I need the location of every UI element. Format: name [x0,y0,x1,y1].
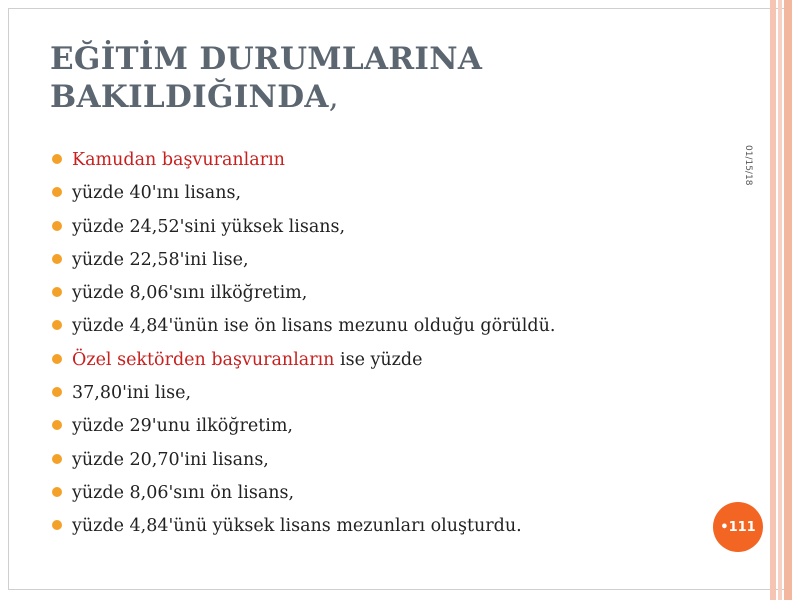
bullet-dot-icon [52,221,62,231]
bullet-text: yüzde 29'unu ilköğretim, [72,416,293,437]
bullet-dot-icon [52,287,62,297]
bullet-text: yüzde 8,06'sını ön lisans, [72,482,295,503]
bullet-highlight: Özel sektörden başvuranların [72,349,335,370]
bullet-list [52,144,555,544]
list-item [52,377,555,410]
list-item [52,344,555,377]
list-item [52,510,555,543]
bullet-dot-icon [52,387,62,397]
list-item [52,410,555,443]
slide-date: 01/15/18 [743,145,753,186]
title-suffix: , [328,79,339,115]
page-number-badge: •111 [713,502,763,552]
bullet-text: yüzde 4,84'ünün ise ön lisans mezunu olduğu görüldü. [72,316,556,337]
slide-title [50,40,730,116]
decorative-stripe [778,0,782,600]
list-item [52,211,555,244]
title-line-2-text: BAKILDIĞINDA [50,79,329,115]
list-item [52,277,555,310]
decorative-stripe [770,0,776,600]
bullet-text: yüzde 20,70'ini lisans, [72,449,269,470]
list-item [52,444,555,477]
title-line-1: EĞİTİM DURUMLARINA [50,41,483,77]
list-item [52,310,555,343]
bullet-text: 37,80'ini lise, [72,383,192,404]
bullet-dot-icon [52,487,62,497]
bullet-dot-icon [52,354,62,364]
title-line-2 [50,78,730,116]
bullet-text: ise yüzde [334,349,423,370]
bullet-text: yüzde 4,84'ünü yüksek lisans mezunları oluşturdu. [72,516,522,537]
bullet-text: yüzde 22,58'ini lise, [72,249,249,270]
bullet-dot-icon [52,520,62,530]
bullet-text: yüzde 8,06'sını ilköğretim, [72,283,308,304]
bullet-dot-icon [52,320,62,330]
list-item [52,177,555,210]
bullet-dot-icon [52,454,62,464]
bullet-dot-icon [52,254,62,264]
bullet-dot-icon [52,420,62,430]
bullet-dot-icon [52,154,62,164]
list-item [52,144,555,177]
decorative-stripe [784,0,792,600]
bullet-text: yüzde 40'ını lisans, [72,183,242,204]
bullet-text: yüzde 24,52'sini yüksek lisans, [72,216,346,237]
list-item [52,477,555,510]
bullet-dot-icon [52,187,62,197]
list-item [52,244,555,277]
bullet-highlight: Kamudan başvuranların [72,150,285,170]
